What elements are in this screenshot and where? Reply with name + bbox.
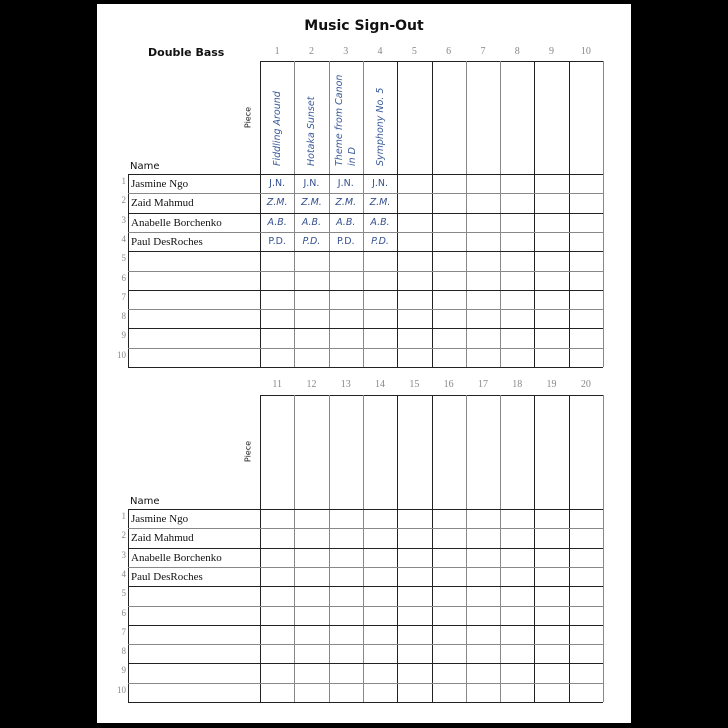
student-name-cell[interactable] — [131, 687, 257, 702]
signature-cell[interactable]: A.B. — [301, 216, 322, 228]
row-number: 1 — [121, 176, 126, 186]
grid-line — [128, 548, 603, 549]
signature-cell[interactable]: P.D. — [302, 235, 321, 247]
piece-title-cell[interactable]: Symphony No. 5 — [374, 87, 386, 166]
piece-title-cell[interactable] — [329, 398, 363, 506]
signature-cell[interactable]: Z.M. — [266, 197, 288, 209]
column-number: 3 — [343, 46, 349, 57]
grid-line — [128, 290, 603, 291]
column-number: 4 — [377, 46, 383, 57]
column-number: 5 — [411, 46, 417, 57]
signature-cell[interactable]: J.N. — [337, 178, 354, 189]
signature-cell[interactable]: Z.M. — [335, 197, 357, 209]
grid-line — [128, 644, 603, 645]
piece-title-cell[interactable] — [466, 64, 500, 172]
row-number: 8 — [121, 311, 126, 322]
student-name-cell[interactable]: Anabelle Borchenko — [131, 551, 222, 564]
grid-line — [128, 367, 603, 368]
piece-title-cell[interactable] — [535, 64, 569, 172]
student-name-cell[interactable] — [131, 294, 257, 309]
column-number: 12 — [306, 379, 317, 390]
row-number: 5 — [121, 253, 126, 264]
student-name-cell[interactable] — [131, 313, 257, 328]
grid-line — [128, 271, 603, 272]
signature-cell[interactable]: J.N. — [303, 178, 320, 189]
student-name-cell[interactable]: Zaid Mahmud — [131, 197, 194, 210]
student-name-cell[interactable]: Zaid Mahmud — [131, 532, 194, 545]
piece-title-cell[interactable] — [569, 398, 603, 506]
row-number: 3 — [121, 549, 126, 560]
column-number: 19 — [546, 379, 557, 390]
row-number: 7 — [121, 291, 126, 302]
name-column-header: Name — [130, 496, 160, 507]
grid-line — [128, 348, 603, 349]
row-number: 5 — [121, 588, 126, 599]
piece-title-cell[interactable] — [397, 398, 431, 506]
row-number: 7 — [121, 626, 126, 637]
column-number: 11 — [272, 379, 282, 390]
column-number: 20 — [580, 379, 591, 390]
page-title: Music Sign-Out — [304, 18, 424, 34]
row-number: 4 — [121, 568, 126, 579]
grid-line — [128, 509, 603, 510]
student-name-cell[interactable]: Anabelle Borchenko — [131, 216, 222, 229]
piece-title-cell[interactable] — [466, 398, 500, 506]
piece-title-cell[interactable] — [260, 398, 294, 506]
grid-line — [128, 328, 603, 329]
row-number: 3 — [121, 214, 126, 225]
student-name-cell[interactable]: Paul DesRoches — [131, 570, 203, 583]
column-number: 18 — [512, 379, 523, 390]
grid-line — [128, 702, 603, 703]
row-number: 2 — [121, 530, 126, 541]
piece-title-cell[interactable]: Theme from Canon in D — [333, 74, 358, 166]
row-number: 1 — [121, 511, 126, 521]
sign-out-sheet — [97, 4, 631, 723]
grid-line — [128, 232, 603, 233]
grid-line — [128, 663, 603, 664]
column-number: 17 — [477, 379, 488, 390]
row-number: 6 — [121, 272, 126, 283]
piece-label: Piece — [243, 106, 253, 129]
piece-title-cell[interactable] — [294, 398, 328, 506]
column-number: 1 — [274, 46, 280, 57]
signature-cell[interactable]: J.N. — [269, 178, 286, 189]
piece-title-cell[interactable] — [432, 64, 466, 172]
piece-title-cell[interactable] — [535, 398, 569, 506]
row-number: 2 — [121, 195, 126, 206]
grid-line — [128, 625, 603, 626]
column-number: 8 — [514, 46, 520, 57]
row-number: 10 — [117, 349, 126, 360]
row-number: 4 — [121, 233, 126, 244]
grid-line — [128, 213, 603, 214]
column-number: 16 — [443, 379, 454, 390]
student-name-cell[interactable]: Jasmine Ngo — [131, 513, 189, 525]
grid-line — [128, 567, 603, 568]
column-number: 14 — [375, 379, 386, 390]
grid-line — [128, 683, 603, 684]
column-number: 15 — [409, 379, 420, 390]
column-number: 9 — [549, 46, 555, 57]
piece-title-cell[interactable] — [500, 64, 534, 172]
student-name-cell[interactable] — [131, 667, 257, 682]
student-name-cell[interactable]: Jasmine Ngo — [131, 178, 189, 190]
instrument-label: Double Bass — [148, 46, 225, 59]
signature-cell[interactable]: P.D. — [371, 235, 389, 247]
grid-line — [128, 586, 603, 587]
signature-cell[interactable]: Z.M. — [301, 197, 322, 209]
piece-title-cell[interactable] — [569, 64, 603, 172]
signature-cell[interactable]: A.B. — [370, 216, 390, 228]
grid-line — [128, 309, 603, 310]
signature-cell[interactable]: P.D. — [336, 235, 355, 247]
student-name-cell[interactable] — [131, 629, 257, 644]
piece-label: Piece — [243, 440, 253, 463]
column-number: 13 — [340, 379, 351, 390]
grid-line — [128, 251, 603, 252]
signature-cell[interactable]: A.B. — [267, 216, 287, 228]
piece-title-cell[interactable] — [397, 64, 431, 172]
piece-title-cell[interactable]: Hotaka Sunset — [305, 96, 317, 166]
student-name-cell[interactable]: Paul DesRoches — [131, 235, 203, 248]
signature-cell[interactable]: P.D. — [268, 235, 286, 247]
grid-line — [603, 395, 604, 702]
column-number: 7 — [480, 46, 486, 57]
signature-cell[interactable]: A.B. — [336, 216, 356, 228]
grid-line — [128, 606, 603, 607]
row-number: 6 — [121, 607, 126, 618]
student-name-cell[interactable] — [131, 648, 257, 663]
grid-line — [128, 528, 603, 529]
grid-line — [128, 174, 603, 175]
row-number: 8 — [121, 646, 126, 657]
student-name-cell[interactable] — [131, 332, 257, 347]
grid-line — [128, 193, 603, 194]
row-number: 9 — [121, 330, 126, 341]
piece-title-cell[interactable] — [500, 398, 534, 506]
student-name-cell[interactable] — [131, 352, 257, 367]
row-number: 9 — [121, 665, 126, 676]
grid-line — [603, 61, 604, 367]
piece-title-cell[interactable]: Fiddling Around — [271, 90, 283, 166]
student-name-cell[interactable] — [131, 255, 257, 270]
column-number: 10 — [580, 46, 591, 57]
name-column-header: Name — [130, 161, 160, 172]
piece-title-cell[interactable] — [363, 398, 397, 506]
student-name-cell[interactable] — [131, 610, 257, 625]
piece-title-cell[interactable] — [432, 398, 466, 506]
column-number: 6 — [446, 46, 452, 57]
signature-cell[interactable]: J.N. — [372, 178, 389, 189]
row-number: 10 — [117, 684, 126, 695]
student-name-cell[interactable] — [131, 590, 257, 605]
column-number: 2 — [308, 46, 314, 57]
signature-cell[interactable]: Z.M. — [369, 197, 391, 209]
student-name-cell[interactable] — [131, 275, 257, 290]
